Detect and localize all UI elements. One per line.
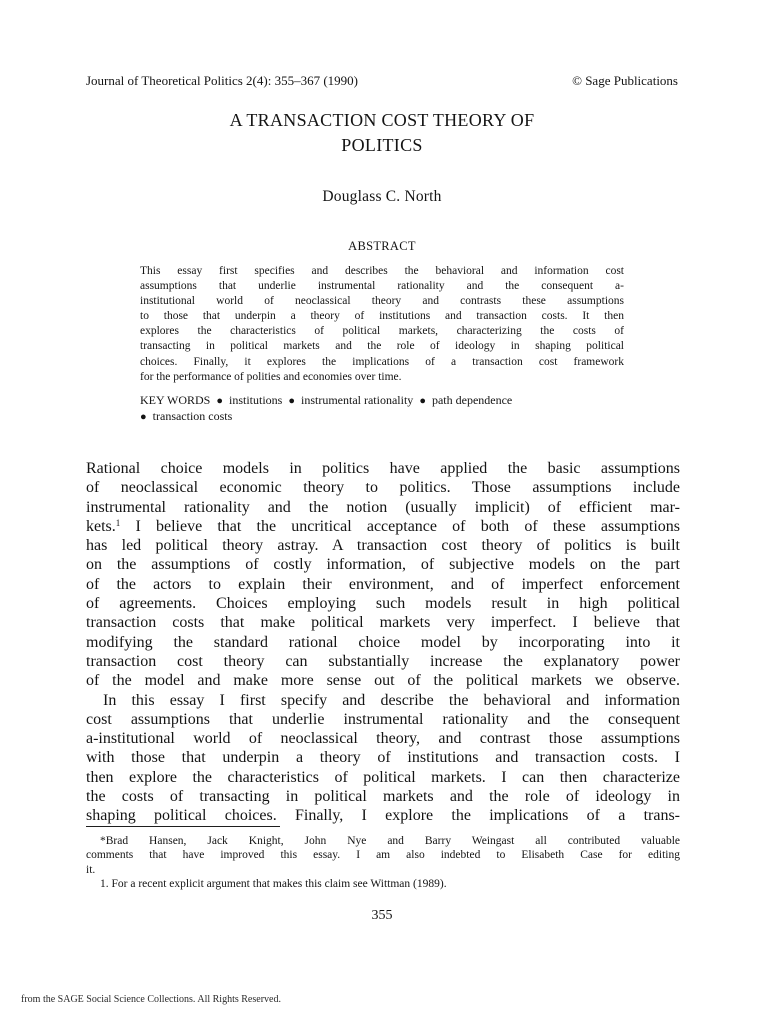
footnote-ref-1[interactable]: 1 bbox=[115, 517, 121, 528]
abstract-text bbox=[140, 264, 624, 385]
keywords-row-2 bbox=[140, 409, 624, 425]
body-line: transaction cost theory can substantially increase the explanatory power bbox=[86, 652, 680, 670]
body-line-fragment: I believe that the uncritical acceptance of both of these assumptions bbox=[135, 517, 680, 535]
body-line: instrumental rationality and the notion (usually implicit) of efficient mar- bbox=[86, 498, 680, 516]
bullet-icon: ● bbox=[288, 395, 295, 407]
article-title bbox=[86, 108, 678, 158]
footnote-divider bbox=[86, 826, 280, 827]
keyword: path dependence bbox=[431, 393, 513, 407]
bullet-icon: ● bbox=[419, 395, 426, 407]
page-number: 355 bbox=[371, 908, 393, 923]
abstract-line: to those that underpin a theory of institutions and transaction costs. It then bbox=[140, 310, 624, 323]
body-line: a-institutional world of neoclassical theory, and contrast those assumptions bbox=[86, 730, 680, 748]
keyword: instrumental rationality bbox=[301, 393, 414, 407]
keywords-block bbox=[140, 393, 624, 425]
keywords-row-1 bbox=[140, 393, 624, 409]
body-line: with those that underpin a theory of institutions and transaction costs. I bbox=[86, 749, 680, 767]
title-line-1: A TRANSACTION COST THEORY OF bbox=[229, 110, 535, 130]
body-line: of neoclassical economic theory to politics. Those assumptions include bbox=[86, 479, 680, 497]
title-line-2: POLITICS bbox=[341, 135, 423, 155]
abstract-line: This essay first specifies and describes the behavioral and information cost bbox=[140, 265, 624, 277]
body-line: of the actors to explain their environment, and of imperfect enforcement bbox=[86, 575, 680, 593]
footnote-line: it. bbox=[86, 863, 96, 876]
footnote-line: *Brad Hansen, Jack Knight, John Nye and Barry Weingast all contributed valuable bbox=[100, 835, 680, 847]
abstract-line: transacting in political markets and the role of ideology in shaping political bbox=[140, 340, 624, 353]
abstract-line: explores the characteristics of political markets, characterizing the costs of bbox=[140, 325, 624, 338]
running-header bbox=[86, 72, 678, 90]
body-line: shaping political choices. Finally, I explore the implications of a trans- bbox=[86, 807, 680, 825]
keyword: institutions bbox=[229, 393, 283, 407]
body-line: of the model and make more sense out of the political markets we observe. bbox=[86, 672, 680, 690]
body-line: then explore the characteristics of political markets. I can then characterize bbox=[86, 768, 680, 786]
body-line: transaction costs that make political markets very imperfect. I believe that bbox=[86, 614, 680, 632]
abstract-line: for the performance of polities and economies over time. bbox=[140, 370, 402, 383]
keyword: transaction costs bbox=[152, 409, 233, 423]
publisher-copyright: © Sage Publications bbox=[572, 73, 678, 88]
footnotes bbox=[86, 834, 680, 892]
body-line: In this essay I first specify and describe the behavioral and information bbox=[103, 691, 680, 709]
source-note: from the SAGE Social Science Collections. All Rights Reserved. bbox=[21, 994, 281, 1005]
bullet-icon: ● bbox=[140, 411, 147, 423]
body-line-with-ref bbox=[86, 517, 680, 536]
abstract-line: assumptions that underlie instrumental rationality and the consequent a- bbox=[140, 280, 624, 293]
keywords-label: KEY WORDS bbox=[140, 393, 211, 407]
body-line: modifying the standard rational choice model by incorporating into it bbox=[86, 633, 680, 651]
footnote-line: comments that have improved this essay. I am also indebted to Elisabeth Case for editing bbox=[86, 849, 680, 862]
abstract-line: institutional world of neoclassical theory and contrasts these assumptions bbox=[140, 295, 624, 308]
body-line: the costs of transacting in political markets and the role of ideology in bbox=[86, 788, 680, 806]
body-line: of agreements. Choices employing such models result in high political bbox=[86, 595, 680, 613]
bullet-icon: ● bbox=[216, 395, 223, 407]
body-line: has led political theory astray. A transaction cost theory of politics is built bbox=[86, 537, 680, 555]
body-line: cost assumptions that underlie instrumental rationality and the consequent bbox=[86, 710, 680, 728]
body-line: Rational choice models in politics have applied the basic assumptions bbox=[86, 460, 680, 477]
footnote-1: 1. For a recent explicit argument that makes this claim see Wittman (1989). bbox=[100, 878, 447, 891]
body-line: on the assumptions of costly information, of subjective models on the part bbox=[86, 556, 680, 574]
body-text bbox=[86, 459, 680, 826]
author-name: Douglass C. North bbox=[322, 188, 442, 205]
abstract-heading: ABSTRACT bbox=[348, 239, 416, 253]
journal-citation: Journal of Theoretical Politics 2(4): 355–367 (1990) bbox=[86, 73, 358, 88]
kets-prefix: kets. bbox=[86, 517, 116, 535]
abstract-line: choices. Finally, it explores the implications of a transaction cost framework bbox=[140, 355, 624, 368]
